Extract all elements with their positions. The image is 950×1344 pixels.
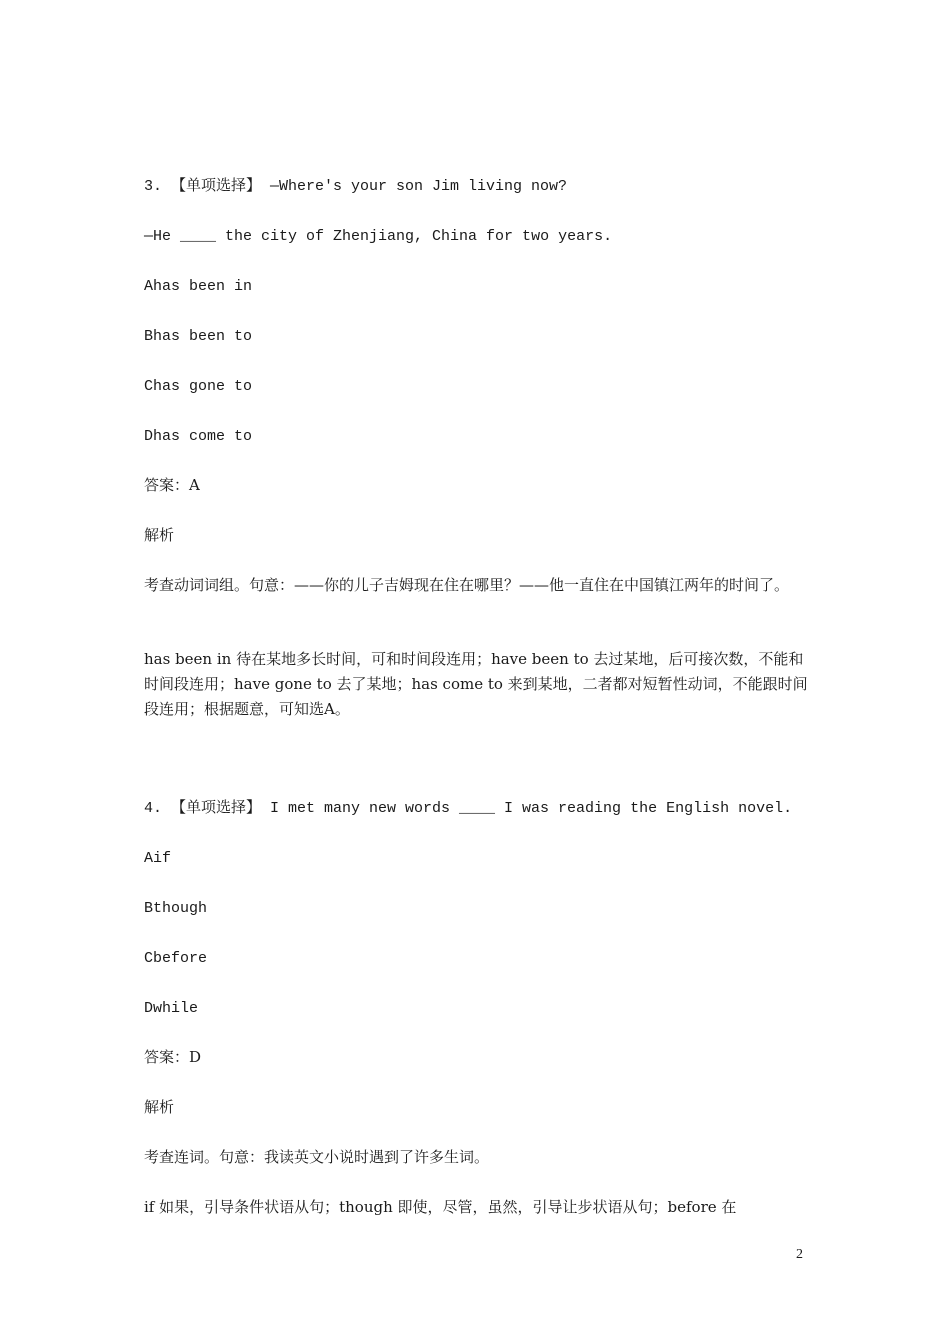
q3-analysis-paragraph-2: has been in 待在某地多长时间，可和时间段连用；have been to 去过某地，后可接次数，不能和时间段连用；have gone to 去了某地；has come to 来到某地，二者都对短暂性动词，不能跟时间段连用；根据题意，可知选A。 (144, 650, 808, 718)
q4-option-d: Dwhile (144, 1000, 199, 1017)
q4-analysis-paragraph-2: if 如果，引导条件状语从句；though 即使，尽管，虽然，引导让步状语从句；before 在 (144, 1198, 737, 1216)
q3-option-d: Dhas come to (144, 428, 253, 445)
q3-option-c: Chas gone to (144, 378, 253, 395)
q3-answer: 答案：A (144, 476, 200, 494)
q4-option-a: Aif (144, 850, 172, 867)
q4-option-b: Bthough (144, 900, 208, 917)
q3-stem: 3. 【单项选择】 —Where's your son Jim living now? (144, 178, 568, 195)
q3-analysis-paragraph-1: 考查动词词组。句意：——你的儿子吉姆现在住在哪里？——他一直住在中国镇江两年的时间了。 (144, 576, 790, 594)
q4-analysis-paragraph-1: 考查连词。句意：我读英文小说时遇到了许多生词。 (144, 1148, 490, 1166)
q4-option-c: Cbefore (144, 950, 208, 967)
q4-stem: 4. 【单项选择】 I met many new words ____ I was reading the English novel. (144, 800, 793, 817)
q3-analysis-label: 解析 (144, 526, 175, 544)
q3-stem-line2: —He ____ the city of Zhenjiang, China for two years. (144, 228, 613, 245)
q3-option-b: Bhas been to (144, 328, 253, 345)
q4-analysis-label: 解析 (144, 1098, 175, 1116)
q4-answer: 答案：D (144, 1048, 202, 1066)
page-number: 2 (796, 1247, 803, 1262)
q3-option-a: Ahas been in (144, 278, 253, 295)
